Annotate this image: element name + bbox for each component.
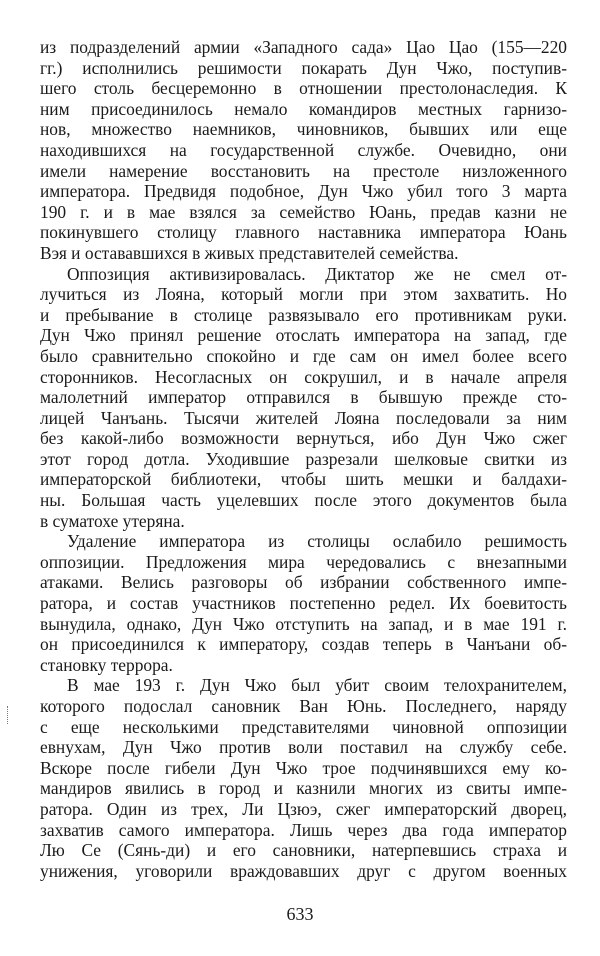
text-line: гг.) исполнились решимости покарать Дун Чжо, поступив- [40,57,567,78]
text-line: ны. Большая часть уцелевших после этого документов была [40,490,567,511]
margin-mark [7,706,9,724]
text-line: лучиться из Лояна, который могли при этом захватить. Но [40,284,567,305]
paragraph [40,531,567,675]
text-line: захватив самого императора. Лишь через два года император [40,819,567,840]
text-line: шего столь бесцеремонно в отношении престолонаследия. К [40,78,567,99]
text-line: нов, множество наемников, чиновников, бывших или еще [40,119,567,140]
text-line: он присоединился к императору, создав теперь в Чанъани об- [40,634,567,655]
paragraph [40,37,567,264]
text-line: было сравнительно спокойно и где сам он имел более всего [40,345,567,366]
text-line: находившихся на государственной службе. Очевидно, они [40,139,567,160]
text-line: Лю Се (Сянь-ди) и его сановники, натерпевшись страха и [40,840,567,861]
text-line: ратора. Один из трех, Ли Цзюэ, сжег императорский дворец, [40,798,567,819]
text-line: из подразделений армии «Западного сада» Цао Цао (155—220 [40,37,567,57]
page-body-text [40,37,567,881]
text-line: мандиров явились в город и казнили многих из свиты импе- [40,778,567,799]
page-number: 633 [286,904,314,924]
text-line: В мае 193 г. Дун Чжо был убит своим телохранителем, [67,675,567,696]
text-line: атаками. Велись разговоры об избрании собственного импе- [40,572,567,593]
text-line: которого подослал сановник Ван Юнь. Последнего, наряду [40,696,567,716]
text-line: и пребывание в столице развязывало его противникам руки. [40,304,567,325]
text-line: Удаление императора из столицы ослабило решимость [67,531,567,552]
paragraph [40,264,567,532]
text-line: 190 г. и в мае взялся за семейство Юань, предав казни не [40,201,567,222]
text-line: унижения, уговорили враждовавших друг с другом военных [40,860,567,881]
text-line: малолетний император отправился в бывшую прежде сто- [40,387,567,408]
text-line: Дун Чжо принял решение отослать императора на запад, где [40,325,567,346]
text-line: Вскоре после гибели Дун Чжо трое подчинявшихся ему ко- [40,757,567,778]
text-line: покинувшего столицу главного наставника императора Юань [40,222,567,243]
text-line: этот город дотла. Уходившие разрезали шелковые свитки из [40,448,567,469]
text-line: ратора, и состав участников постепенно редел. Их боевитость [40,593,567,614]
text-line: ним присоединилось немало командиров местных гарнизо- [40,98,567,119]
text-line: вынудила, однако, Дун Чжо отступить на запад, и в мае 191 г. [40,613,567,634]
text-line: Оппозиция активизировалась. Диктатор же не смел от- [67,263,567,284]
text-line: евнухам, Дун Чжо против воли поставил на службу себе. [40,737,567,758]
text-line: оппозиции. Предложения мира чередовались с внезапными [40,551,567,572]
text-line: лицей Чанъань. Тысячи жителей Лояна последовали за ним [40,407,567,428]
paragraph [40,675,567,881]
text-line: имели намерение восстановить на престоле низложенного [40,160,567,181]
text-line: в суматохе утеряна. [40,510,185,531]
text-line: императора. Предвидя подобное, Дун Чжо убил того 3 марта [40,181,567,202]
text-line: без какой-либо возможности вернуться, ибо Дун Чжо сжег [40,428,567,449]
text-line: сторонников. Несогласных он сокрушил, и в начале апреля [40,366,567,387]
text-line: императорской библиотеки, чтобы шить мешки и балдахи- [40,469,567,490]
text-line: с еще несколькими представителями чиновной оппозиции [40,716,567,737]
text-line: Вэя и остававшихся в живых представителей семейства. [40,242,459,263]
text-line: становку террора. [40,654,173,675]
